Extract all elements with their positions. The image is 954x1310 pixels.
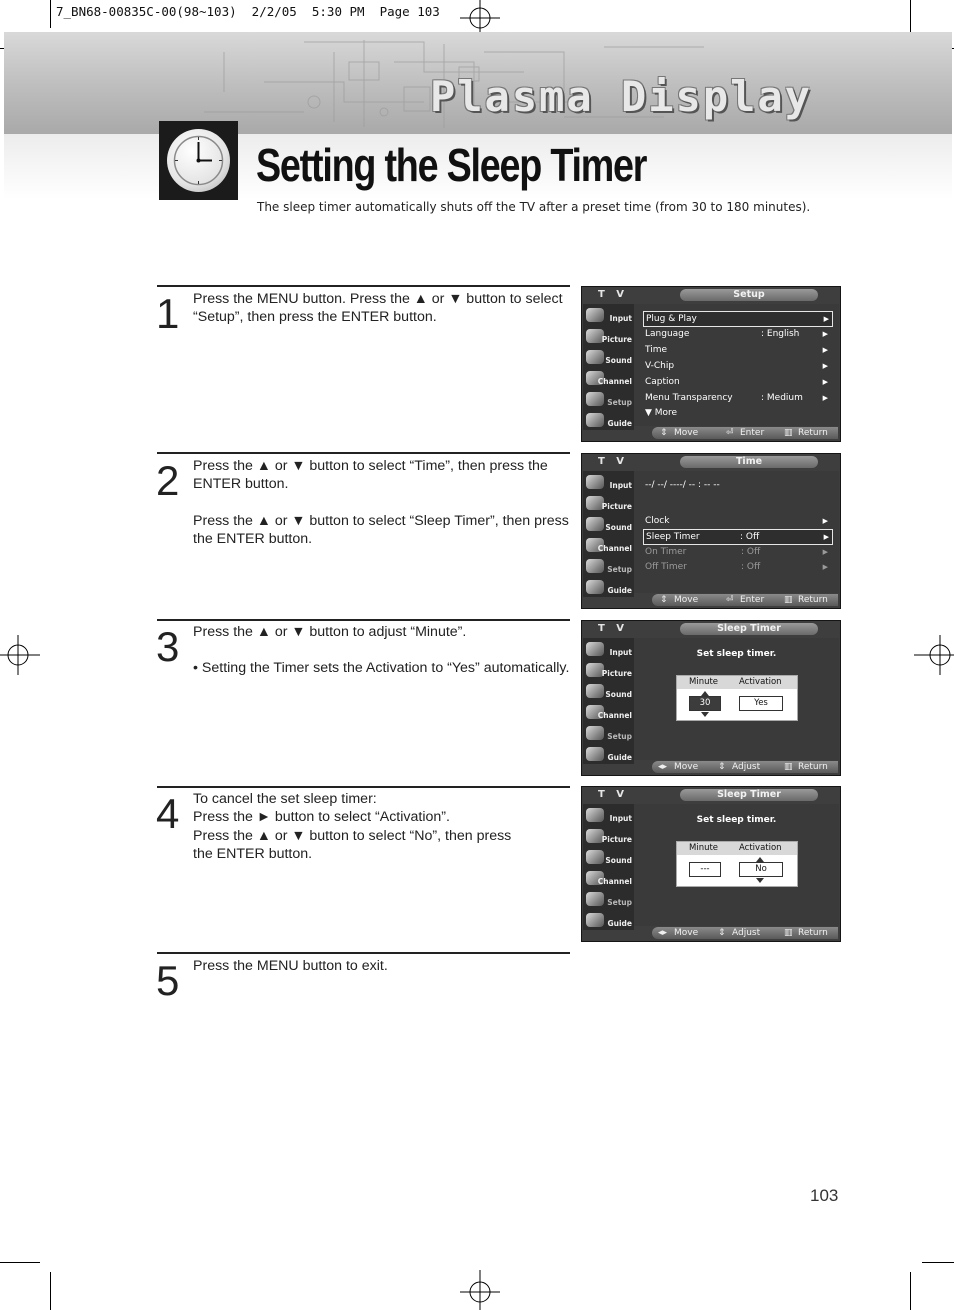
input-icon bbox=[586, 642, 604, 656]
menu-item-time[interactable]: Time ▶ bbox=[645, 345, 828, 355]
osd-tv-label: T V bbox=[598, 623, 629, 634]
osd-menu-panel bbox=[634, 471, 839, 593]
input-icon bbox=[586, 308, 604, 322]
osd-tab-title: Setup bbox=[680, 289, 818, 301]
step-4-text bbox=[193, 790, 573, 863]
return-icon: ▥ bbox=[784, 428, 793, 438]
step-number: 2 bbox=[156, 457, 180, 504]
up-down-icon: ⇕ bbox=[718, 928, 726, 938]
osd-sidebar bbox=[583, 638, 634, 764]
step-line: Press the ▲ or ▼ button to select “Sleep Timer”, then press the ENTER button. bbox=[193, 512, 569, 547]
step-3-text bbox=[193, 623, 573, 678]
sound-icon bbox=[586, 850, 604, 864]
step-number: 1 bbox=[156, 290, 180, 337]
step-line: Press the ▲ or ▼ button to adjust “Minute”. bbox=[193, 624, 467, 640]
nav-input[interactable]: Input bbox=[583, 806, 634, 827]
step-line: Press the ▲ or ▼ button to select “No”, then press bbox=[193, 827, 512, 844]
nav-picture[interactable]: Picture bbox=[583, 661, 634, 682]
osd-help-bar: ◂▸ Move ⇕ Adjust ▥ Return bbox=[652, 761, 838, 773]
nav-channel[interactable]: Channel bbox=[583, 369, 634, 390]
step-divider bbox=[157, 952, 570, 954]
registration-mark bbox=[0, 635, 40, 675]
nav-setup[interactable]: Setup bbox=[583, 557, 634, 578]
nav-setup[interactable]: Setup bbox=[583, 890, 634, 911]
menu-item-caption[interactable]: Caption ▶ bbox=[645, 377, 828, 387]
page-title: Setting the Sleep Timer bbox=[256, 139, 647, 191]
guide-icon bbox=[586, 413, 604, 427]
crop-mark bbox=[922, 1262, 954, 1263]
arrow-right-icon: ▶ bbox=[822, 346, 828, 354]
move-icon: ⇕ bbox=[660, 428, 668, 438]
step-divider bbox=[157, 452, 570, 454]
nav-channel[interactable]: Channel bbox=[583, 536, 634, 557]
nav-guide[interactable]: Guide bbox=[583, 411, 634, 432]
current-time-readout: --/ --/ ----/ -- : -- -- bbox=[645, 480, 720, 490]
arrow-right-icon: ▶ bbox=[822, 378, 828, 386]
crop-mark bbox=[50, 0, 51, 28]
setup-icon bbox=[586, 892, 604, 906]
step-1-text bbox=[193, 290, 573, 327]
osd-message: Set sleep timer. bbox=[696, 649, 777, 659]
enter-icon: ⏎ bbox=[726, 428, 734, 438]
left-right-icon: ◂▸ bbox=[658, 762, 668, 772]
sleep-timer-box bbox=[676, 675, 798, 721]
setup-icon bbox=[586, 559, 604, 573]
nav-picture[interactable]: Picture bbox=[583, 827, 634, 848]
step-line: To cancel the set sleep timer: bbox=[193, 791, 377, 807]
registration-mark bbox=[460, 1270, 500, 1310]
osd-menu-panel bbox=[634, 804, 839, 926]
step-number: 3 bbox=[156, 623, 180, 670]
step-bullet: • Setting the Timer sets the Activation to “Yes” automatically. bbox=[193, 660, 570, 677]
step-number: 5 bbox=[156, 957, 180, 1004]
menu-item-v-chip[interactable]: V-Chip ▶ bbox=[645, 361, 828, 371]
menu-item-menu-transparency[interactable]: Menu Transparency : Medium ▶ bbox=[645, 393, 828, 403]
minute-field[interactable]: --- bbox=[689, 862, 721, 877]
up-down-icon: ⇕ bbox=[718, 762, 726, 772]
osd-sidebar bbox=[583, 471, 634, 597]
osd-tv-label: T V bbox=[598, 456, 629, 467]
input-icon bbox=[586, 808, 604, 822]
nav-setup[interactable]: Setup bbox=[583, 724, 634, 745]
clock-hands-icon bbox=[167, 129, 230, 192]
sleep-timer-box bbox=[676, 841, 798, 887]
banner bbox=[4, 32, 952, 134]
nav-input[interactable]: Input bbox=[583, 306, 634, 327]
arrow-right-icon: ▶ bbox=[822, 362, 828, 370]
osd-sidebar bbox=[583, 304, 634, 430]
input-icon bbox=[586, 475, 604, 489]
step-line: Press the ▲ or ▼ button to select “Time”, then press the ENTER button. bbox=[193, 458, 548, 493]
move-icon: ⇕ bbox=[660, 595, 668, 605]
nav-guide[interactable]: Guide bbox=[583, 578, 634, 599]
banner-title: Plasma Display bbox=[429, 72, 812, 121]
page-number: 103 bbox=[810, 1186, 839, 1205]
menu-item-clock[interactable]: Clock ▶ bbox=[645, 516, 828, 526]
guide-icon bbox=[586, 747, 604, 761]
guide-icon bbox=[586, 913, 604, 927]
nav-sound[interactable]: Sound bbox=[583, 848, 634, 869]
osd-tv-label: T V bbox=[598, 289, 629, 300]
osd-time-menu bbox=[581, 453, 841, 609]
activation-field[interactable]: No bbox=[739, 862, 783, 877]
nav-picture[interactable]: Picture bbox=[583, 494, 634, 515]
return-icon: ▥ bbox=[784, 762, 793, 772]
print-header: 7_BN68-00835C-00(98~103) 2/2/05 5:30 PM Page 103 bbox=[56, 4, 440, 19]
minute-field[interactable]: 30 bbox=[689, 696, 721, 711]
osd-help-bar: ◂▸ Move ⇕ Adjust ▥ Return bbox=[652, 927, 838, 939]
osd-tab-title: Sleep Timer bbox=[680, 789, 818, 801]
crop-mark bbox=[0, 1262, 40, 1263]
nav-guide[interactable]: Guide bbox=[583, 911, 634, 932]
step-line: Press the MENU button. Press the ▲ or ▼ button to select “Setup”, then press the ENTER button. bbox=[193, 291, 563, 326]
menu-item-language[interactable]: Language : English ▶ bbox=[645, 329, 828, 339]
sound-icon bbox=[586, 350, 604, 364]
arrow-right-icon: ▶ bbox=[822, 563, 828, 571]
step-line: Press the MENU button to exit. bbox=[193, 958, 388, 974]
step-line: Press the ► button to select “Activation”. bbox=[193, 809, 450, 826]
timer-header: Minute Activation bbox=[677, 676, 797, 689]
setup-icon bbox=[586, 726, 604, 740]
menu-item-plug-and-play[interactable]: Plug & Play ▶ bbox=[643, 311, 833, 327]
nav-sound[interactable]: Sound bbox=[583, 348, 634, 369]
return-icon: ▥ bbox=[784, 928, 793, 938]
menu-item-off-timer[interactable]: Off Timer : Off ▶ bbox=[645, 562, 828, 572]
step-divider bbox=[157, 619, 570, 621]
step-divider bbox=[157, 285, 570, 287]
clock-icon bbox=[159, 121, 238, 200]
nav-sound[interactable]: Sound bbox=[583, 682, 634, 703]
nav-input[interactable]: Input bbox=[583, 473, 634, 494]
osd-tv-label: T V bbox=[598, 789, 629, 800]
sound-icon bbox=[586, 684, 604, 698]
nav-input[interactable]: Input bbox=[583, 640, 634, 661]
enter-icon: ⏎ bbox=[726, 595, 734, 605]
crop-mark bbox=[50, 1272, 51, 1310]
osd-help-bar: ⇕ Move ⏎ Enter ▥ Return bbox=[652, 427, 838, 439]
down-arrow-icon[interactable] bbox=[756, 878, 764, 883]
down-arrow-icon[interactable] bbox=[701, 712, 709, 717]
arrow-right-icon: ▶ bbox=[823, 533, 829, 541]
osd-setup-menu bbox=[581, 286, 841, 442]
left-right-icon: ◂▸ bbox=[658, 928, 668, 938]
registration-mark bbox=[914, 635, 954, 675]
step-5-text bbox=[193, 957, 573, 975]
nav-picture[interactable]: Picture bbox=[583, 327, 634, 348]
step-line: the ENTER button. bbox=[193, 845, 313, 862]
arrow-right-icon: ▶ bbox=[823, 315, 829, 323]
guide-icon bbox=[586, 580, 604, 594]
setup-icon bbox=[586, 392, 604, 406]
osd-menu-panel bbox=[634, 638, 839, 760]
step-2-text bbox=[193, 457, 573, 548]
sound-icon bbox=[586, 517, 604, 531]
osd-sleep-timer-set bbox=[581, 620, 841, 776]
osd-sidebar bbox=[583, 804, 634, 930]
step-divider bbox=[157, 786, 570, 788]
osd-tab-title: Time bbox=[680, 456, 818, 468]
nav-channel[interactable]: Channel bbox=[583, 703, 634, 724]
menu-item-on-timer[interactable]: On Timer : Off ▶ bbox=[645, 547, 828, 557]
crop-mark bbox=[910, 1272, 911, 1310]
menu-item-more[interactable]: ▼ More bbox=[645, 408, 678, 418]
nav-setup[interactable]: Setup bbox=[583, 390, 634, 411]
osd-message: Set sleep timer. bbox=[696, 815, 777, 825]
page-subtitle: The sleep timer automatically shuts off the TV after a preset time (from 30 to 180 minutes). bbox=[257, 200, 811, 214]
nav-sound[interactable]: Sound bbox=[583, 515, 634, 536]
osd-tab-title: Sleep Timer bbox=[680, 623, 818, 635]
clock-face bbox=[167, 129, 230, 192]
nav-channel[interactable]: Channel bbox=[583, 869, 634, 890]
step-number: 4 bbox=[156, 790, 180, 837]
osd-help-bar: ⇕ Move ⏎ Enter ▥ Return bbox=[652, 594, 838, 606]
osd-menu-panel bbox=[634, 304, 839, 426]
return-icon: ▥ bbox=[784, 595, 793, 605]
arrow-right-icon: ▶ bbox=[822, 394, 828, 402]
timer-header: Minute Activation bbox=[677, 842, 797, 855]
arrow-right-icon: ▶ bbox=[822, 517, 828, 525]
activation-field[interactable]: Yes bbox=[739, 696, 783, 711]
osd-sleep-timer-cancel bbox=[581, 786, 841, 942]
arrow-right-icon: ▶ bbox=[822, 330, 828, 338]
arrow-right-icon: ▶ bbox=[822, 548, 828, 556]
menu-item-sleep-timer[interactable]: Sleep Timer : Off ▶ bbox=[643, 529, 833, 545]
nav-guide[interactable]: Guide bbox=[583, 745, 634, 766]
